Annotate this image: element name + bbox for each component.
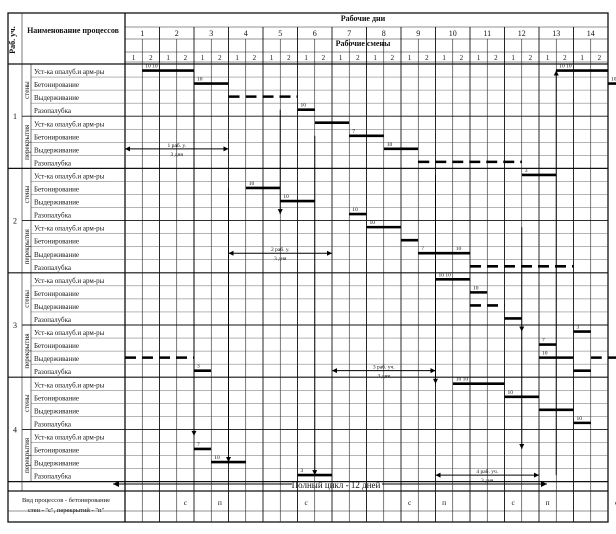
concreting-type-mark: п <box>442 498 447 507</box>
span-duration-label: 3 дня <box>170 151 183 158</box>
day-number-label: 8 <box>381 29 386 38</box>
section-number-label: 4 <box>13 425 17 435</box>
section-number-label: 3 <box>13 321 17 330</box>
bar-worker-count: 10 <box>386 141 393 148</box>
process-name-label: Уст-ка опалуб.и арм-ры <box>34 224 105 233</box>
bar-worker-count: 10 <box>352 207 358 214</box>
shift-number-label: 2 <box>356 54 360 62</box>
process-name-label: Разопалубка <box>34 159 72 168</box>
process-name-label: Уст-ка опалуб.и арм-ры <box>34 120 105 129</box>
shift-number-label: 2 <box>425 54 429 62</box>
section-number-label: 2 <box>13 216 17 226</box>
bar-worker-count: 7 <box>542 337 545 344</box>
element-type-label: перекрытия <box>23 124 31 160</box>
bar-worker-count: 7 <box>197 441 200 448</box>
shift-number-label: 1 <box>338 54 343 62</box>
process-name-label: Выдерживание <box>34 355 80 364</box>
bar-worker-count: 10 10 <box>455 376 469 383</box>
process-name-label: Выдерживание <box>34 459 80 468</box>
day-number-label: 10 <box>448 29 457 38</box>
concreting-type-mark: с <box>511 498 515 507</box>
shift-number-label: 1 <box>200 54 205 62</box>
bar-worker-count: 10 <box>369 220 375 227</box>
span-arrowhead-left <box>229 251 234 256</box>
day-number-label: 7 <box>347 29 352 38</box>
concreting-type-mark: п <box>545 498 550 507</box>
shift-number-label: 2 <box>252 54 257 62</box>
process-name-label: Бетонирование <box>34 81 80 90</box>
shift-number-label: 2 <box>218 54 222 62</box>
bar-worker-count: 3 <box>300 468 304 475</box>
shift-number-label: 1 <box>131 54 136 62</box>
link-arrowhead <box>519 444 524 449</box>
span-arrowhead-left <box>436 473 441 478</box>
bar-worker-count: 10 <box>473 285 479 292</box>
span-arrowhead-left <box>125 146 130 151</box>
element-type-label: перекрытия <box>23 333 31 369</box>
shift-number-label: 1 <box>476 54 481 62</box>
process-labels <box>13 68 105 481</box>
process-name-label: Разопалубка <box>34 107 72 116</box>
process-bars <box>125 64 616 476</box>
day-number-label: 4 <box>243 29 248 38</box>
process-name-label: Бетонирование <box>34 237 80 246</box>
bar-worker-count: 7 <box>421 246 424 253</box>
bar-worker-count: 10 <box>455 246 462 253</box>
span-label: 4 раб. уч. <box>476 469 499 476</box>
shift-number-label: 2 <box>287 54 291 62</box>
day-number-label: 11 <box>483 29 492 38</box>
bar-worker-count: 10 <box>611 76 616 83</box>
shift-number-label: 1 <box>304 54 308 62</box>
span-label: 1 раб. у. <box>167 142 186 149</box>
process-name-label: Бетонирование <box>34 289 80 298</box>
bar-worker-count: 10 <box>248 180 255 187</box>
concreting-type-mark: п <box>217 498 222 507</box>
shift-number-label: 1 <box>235 54 239 62</box>
day-number-label: 13 <box>552 29 561 38</box>
span-label: 3 раб. уч. <box>372 364 395 371</box>
span-arrowhead-right <box>224 146 229 151</box>
element-type-label: стены <box>23 394 31 413</box>
outer-frame <box>8 13 608 522</box>
process-name-label: Уст-ка опалуб.и арм-ры <box>34 329 105 338</box>
span-duration-label: 3 дня <box>377 373 390 380</box>
day-number-label: 5 <box>278 29 283 38</box>
schedule-grid <box>8 13 608 522</box>
table-header <box>8 14 391 54</box>
shift-number-label: 1 <box>166 54 170 62</box>
link-arrowhead <box>192 431 197 436</box>
shift-number-label: 1 <box>511 54 515 62</box>
working-days-header: Рабочие дни <box>340 14 386 23</box>
bar-worker-count: 10 10 <box>145 63 158 70</box>
shift-number-label: 1 <box>580 54 584 62</box>
process-name-label: Выдерживание <box>34 250 80 259</box>
shift-number-label: 2 <box>390 54 395 62</box>
span-duration-label: 3 дня <box>274 256 287 263</box>
bar-worker-count: 10 10 <box>438 272 451 279</box>
concreting-type-mark: с <box>304 498 308 507</box>
span-duration-label: 3 дня <box>481 478 494 485</box>
bar-worker-count: 3 <box>197 363 200 370</box>
shift-number-label: 1 <box>373 54 377 62</box>
process-name-label: Бетонирование <box>34 394 80 403</box>
legend-line-2: стен - "с", перекрытий - "п" <box>27 507 105 514</box>
shift-number-label: 2 <box>149 54 153 62</box>
process-name-label: Бетонирование <box>34 185 80 194</box>
shift-number-label: 2 <box>459 54 464 62</box>
bar-worker-count: 10 <box>542 350 548 357</box>
bar-worker-count: 10 10 <box>559 63 572 70</box>
bar-worker-count: 10 <box>507 389 513 396</box>
bar-worker-count: 10 <box>576 415 582 422</box>
process-column-header: Наименование процессов <box>27 26 119 35</box>
day-number-label: 9 <box>416 29 421 38</box>
day-number-label: 14 <box>586 29 595 38</box>
shift-number-label: 1 <box>407 54 412 62</box>
day-number-label: 1 <box>140 29 145 38</box>
span-arrowhead-right <box>327 251 332 256</box>
process-name-label: Разопалубка <box>34 211 72 220</box>
shift-number-label: 2 <box>183 54 188 62</box>
process-name-label: Уст-ка опалуб.и арм-ры <box>34 172 105 181</box>
process-name-label: Уст-ка опалуб.и арм-ры <box>34 433 105 442</box>
bar-worker-count: 3 <box>576 324 580 331</box>
bar-worker-count: 10 <box>283 194 289 201</box>
process-name-label: Выдерживание <box>34 302 80 311</box>
element-type-label: перекрытия <box>23 229 31 265</box>
shift-number-label: 1 <box>269 54 274 62</box>
section-number-label: 1 <box>13 112 17 122</box>
span-arrowhead-right <box>534 473 539 478</box>
span-arrowhead-right <box>431 368 436 373</box>
shift-number-label: 2 <box>528 54 533 62</box>
process-name-label: Уст-ка опалуб.и арм-ры <box>34 68 105 77</box>
day-number-row <box>140 29 595 38</box>
span-arrowhead-left <box>332 368 337 373</box>
element-type-label: стены <box>23 185 31 204</box>
process-name-label: Уст-ка опалуб.и арм-ры <box>34 381 105 390</box>
shift-number-label: 2 <box>563 54 567 62</box>
process-name-label: Разопалубка <box>34 316 72 324</box>
footer-legend <box>22 497 616 514</box>
element-type-label: перекрытия <box>23 437 31 474</box>
bar-worker-count: 10 <box>300 102 306 109</box>
shift-number-label: 2 <box>321 54 326 62</box>
day-number-label: 2 <box>174 29 179 38</box>
day-number-label: 12 <box>517 29 526 38</box>
process-name-label: Выдерживание <box>34 146 80 155</box>
process-name-label: Разопалубка <box>34 368 72 377</box>
process-name-label: Бетонирование <box>34 446 80 455</box>
link-arrowhead <box>433 379 438 384</box>
process-name-label: Выдерживание <box>34 407 80 416</box>
process-name-label: Выдерживание <box>34 198 80 207</box>
link-arrowhead <box>519 327 524 332</box>
section-column-header: Раб. уч. <box>8 26 17 54</box>
process-name-label: Уст-ка опалуб.и арм-ры <box>34 276 105 285</box>
day-number-label: 6 <box>312 29 317 38</box>
link-arrowhead <box>278 209 283 214</box>
legend-line-1: Вид процессов - бетонирование <box>21 497 111 504</box>
process-name-label: Разопалубка <box>34 420 72 429</box>
process-name-label: Бетонирование <box>34 133 80 142</box>
process-name-label: Выдерживание <box>34 94 80 103</box>
shift-number-label: 1 <box>442 54 446 62</box>
concreting-type-mark: с <box>407 498 412 507</box>
shift-number-label: 2 <box>597 54 602 62</box>
span-label: 2 раб. у. <box>271 247 290 254</box>
process-name-label: Разопалубка <box>34 472 72 481</box>
shift-number-label: 2 <box>494 54 498 62</box>
shift-number-label: 1 <box>545 54 550 62</box>
day-number-label: 3 <box>209 29 214 38</box>
element-type-label: стены <box>23 81 31 99</box>
bar-worker-count: 3 <box>524 167 528 174</box>
working-shifts-header: Рабочие смены <box>335 39 391 48</box>
concreting-type-mark: с <box>183 498 188 507</box>
bar-worker-count: 10 <box>214 455 220 462</box>
process-name-label: Бетонирование <box>34 342 80 351</box>
bar-worker-count: 10 <box>197 76 203 83</box>
full-cycle-label: Полный цикл - 12 дней <box>291 480 381 490</box>
element-type-label: стены <box>23 290 31 308</box>
process-name-label: Разопалубка <box>34 263 72 272</box>
bar-worker-count: 7 <box>352 128 355 135</box>
